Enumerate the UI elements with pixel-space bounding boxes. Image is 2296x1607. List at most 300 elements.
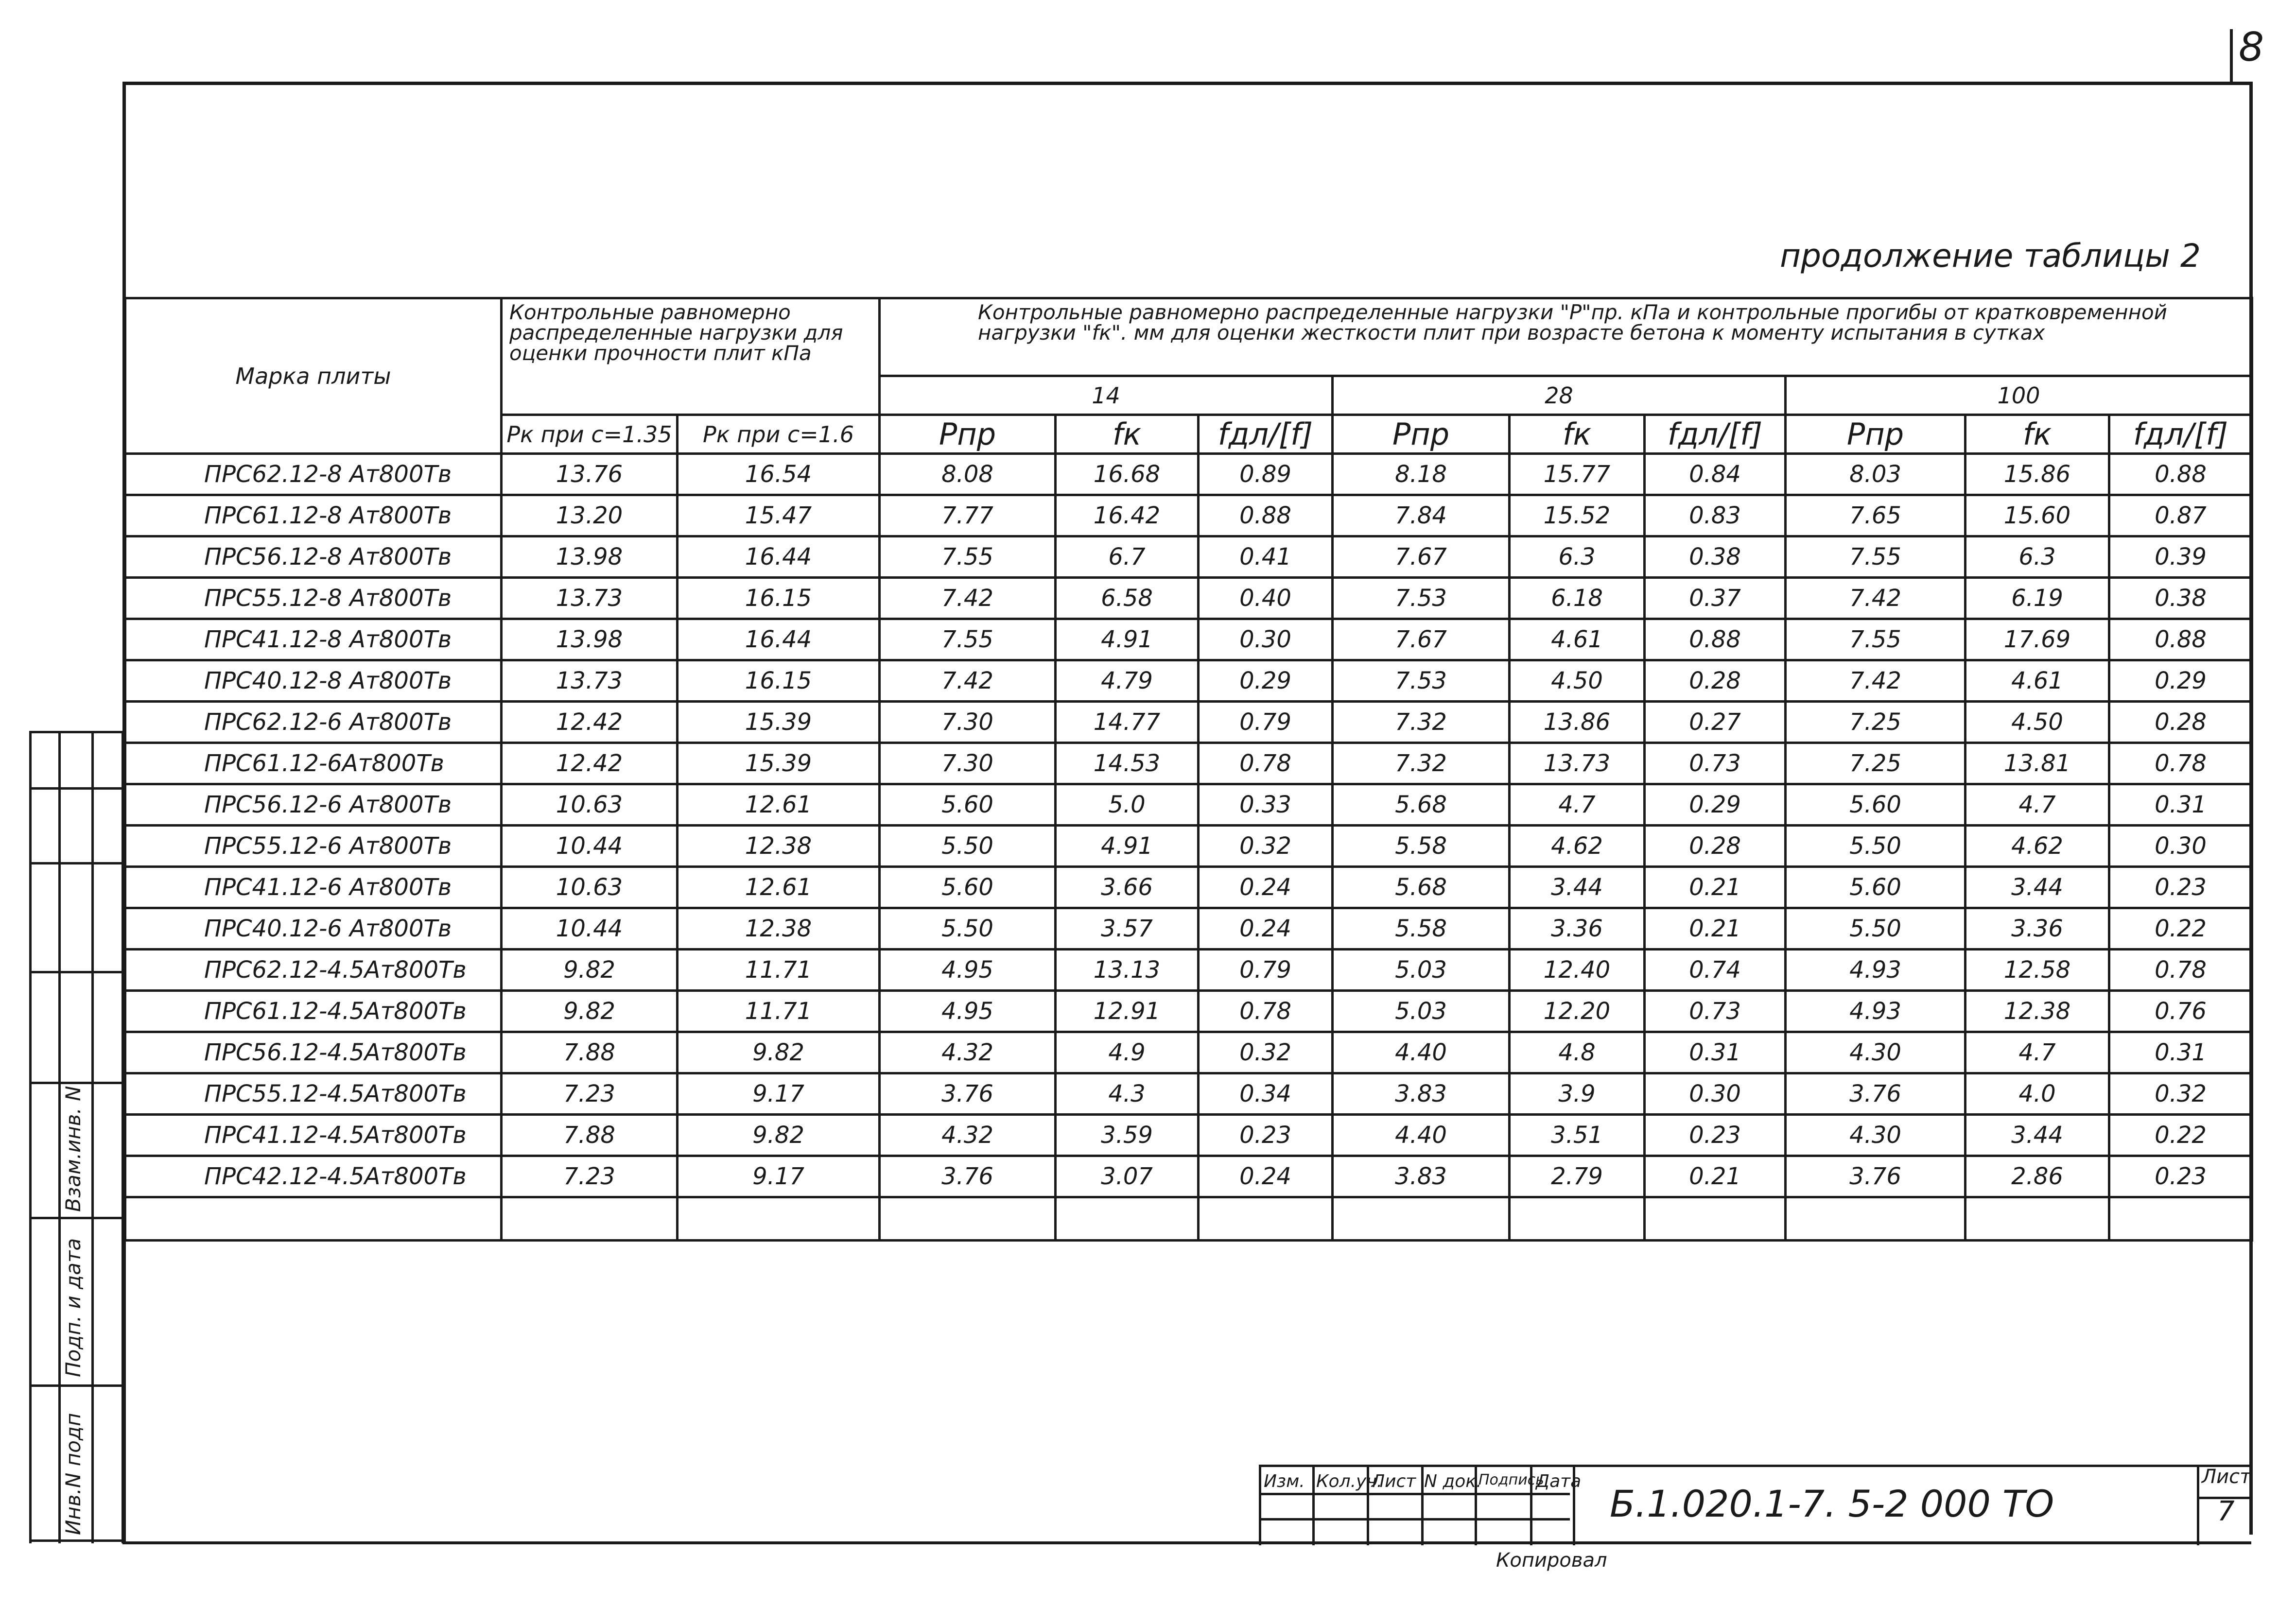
cell-value: 16.68	[1056, 454, 1199, 495]
header-strength: Контрольные равномерно распределенные нагрузки для оценки прочности плит кПа	[502, 298, 880, 415]
header-ppr-28: Рпр	[1333, 415, 1510, 454]
cell-value: 6.3	[1510, 536, 1645, 578]
cell-mark: ПРС56.12-4.5Ат800Тв	[125, 1032, 502, 1073]
header-mark: Марка плиты	[125, 298, 502, 454]
side-stamp-hline	[29, 1082, 123, 1084]
cell-empty	[1333, 1197, 1510, 1241]
cell-value: 5.0	[1056, 784, 1199, 826]
cell-value: 5.60	[880, 867, 1056, 908]
title-block-hline	[1259, 1493, 1570, 1495]
side-label-sign-date: Подп. и дата	[61, 1238, 85, 1377]
table-caption: продолжение таблицы 2	[1780, 237, 2201, 275]
header-ppr-100: Рпр	[1786, 415, 1966, 454]
cell-value: 7.42	[1786, 578, 1966, 619]
cell-value: 4.62	[1966, 826, 2109, 867]
cell-value: 4.8	[1510, 1032, 1645, 1073]
cell-value: 13.98	[502, 619, 678, 660]
cell-value: 2.79	[1510, 1156, 1645, 1197]
cell-value: 0.23	[1645, 1115, 1786, 1156]
table-row	[125, 660, 2252, 702]
cell-value: 9.82	[502, 991, 678, 1032]
side-stamp-hline	[29, 862, 123, 864]
cell-value: 0.29	[1645, 784, 1786, 826]
cell-value: 4.7	[1966, 1032, 2109, 1073]
cell-value: 5.50	[880, 908, 1056, 950]
cell-value: 4.0	[1966, 1073, 2109, 1115]
cell-value: 13.86	[1510, 702, 1645, 743]
cell-value: 7.55	[1786, 619, 1966, 660]
header-fk-14: fк	[1056, 415, 1199, 454]
cell-value: 12.91	[1056, 991, 1199, 1032]
cell-mark: ПРС61.12-4.5Ат800Тв	[125, 991, 502, 1032]
cell-value: 4.40	[1333, 1115, 1510, 1156]
cell-value: 3.59	[1056, 1115, 1199, 1156]
cell-value: 0.23	[2109, 867, 2252, 908]
cell-value: 0.23	[1199, 1115, 1333, 1156]
data-table-wrapper	[124, 297, 2251, 1242]
header-stiffness: Контрольные равномерно распределенные нагрузки "Р"пр. кПа и контрольные прогибы от кратковременной нагрузки "fк". мм для оценки жесткости плит при возрасте бетона к моменту испытания в сутках	[880, 298, 2252, 376]
cell-value: 7.55	[1786, 536, 1966, 578]
cell-value: 0.21	[1645, 867, 1786, 908]
cell-value: 5.03	[1333, 991, 1510, 1032]
cell-value: 9.82	[502, 950, 678, 991]
cell-value: 15.77	[1510, 454, 1645, 495]
table-row	[125, 578, 2252, 619]
cell-value: 7.23	[502, 1156, 678, 1197]
copied-by-label: Копировал	[1496, 1549, 1607, 1572]
cell-value: 0.24	[1199, 867, 1333, 908]
cell-value: 12.42	[502, 702, 678, 743]
stamp-col-date: Дата	[1536, 1471, 1582, 1491]
cell-empty	[880, 1197, 1056, 1241]
cell-value: 4.93	[1786, 991, 1966, 1032]
cell-value: 0.78	[2109, 950, 2252, 991]
cell-value: 0.78	[1199, 991, 1333, 1032]
cell-value: 4.3	[1056, 1073, 1199, 1115]
cell-value: 7.25	[1786, 743, 1966, 784]
cell-value: 5.60	[1786, 867, 1966, 908]
cell-value: 7.30	[880, 743, 1056, 784]
cell-mark: ПРС61.12-6Ат800Тв	[125, 743, 502, 784]
cell-value: 3.83	[1333, 1156, 1510, 1197]
cell-mark: ПРС62.12-6 Ат800Тв	[125, 702, 502, 743]
cell-value: 3.36	[1510, 908, 1645, 950]
cell-value: 12.38	[678, 908, 880, 950]
cell-value: 0.88	[2109, 619, 2252, 660]
cell-mark: ПРС41.12-4.5Ат800Тв	[125, 1115, 502, 1156]
cell-value: 2.86	[1966, 1156, 2109, 1197]
document-code: Б.1.020.1-7. 5-2 000 ТО	[1610, 1482, 2054, 1525]
table-row	[125, 619, 2252, 660]
header-pk-16: Рк при с=1.6	[678, 415, 880, 454]
title-block-line	[1421, 1465, 1424, 1545]
cell-value: 7.30	[880, 702, 1056, 743]
cell-empty	[1056, 1197, 1199, 1241]
cell-value: 4.30	[1786, 1032, 1966, 1073]
frame-corner-tick	[2230, 29, 2233, 84]
side-stamp-line	[29, 731, 32, 1543]
cell-value: 6.19	[1966, 578, 2109, 619]
cell-mark: ПРС41.12-6 Ат800Тв	[125, 867, 502, 908]
cell-value: 4.95	[880, 991, 1056, 1032]
cell-mark: ПРС56.12-6 Ат800Тв	[125, 784, 502, 826]
cell-value: 0.29	[2109, 660, 2252, 702]
cell-value: 4.50	[1966, 702, 2109, 743]
cell-value: 0.38	[2109, 578, 2252, 619]
cell-value: 10.63	[502, 867, 678, 908]
table-row	[125, 1156, 2252, 1197]
cell-value: 8.08	[880, 454, 1056, 495]
cell-value: 0.39	[2109, 536, 2252, 578]
side-stamp-hline	[29, 787, 123, 790]
cell-value: 0.27	[1645, 702, 1786, 743]
stamp-col-kolvo: Кол.уч.	[1316, 1471, 1383, 1491]
cell-value: 0.23	[2109, 1156, 2252, 1197]
cell-value: 0.30	[2109, 826, 2252, 867]
cell-value: 14.77	[1056, 702, 1199, 743]
cell-mark: ПРС42.12-4.5Ат800Тв	[125, 1156, 502, 1197]
cell-value: 7.32	[1333, 743, 1510, 784]
cell-value: 7.67	[1333, 619, 1510, 660]
side-stamp-hline	[29, 1539, 123, 1542]
cell-value: 0.73	[1645, 991, 1786, 1032]
table-row	[125, 1115, 2252, 1156]
cell-value: 12.38	[678, 826, 880, 867]
cell-value: 3.66	[1056, 867, 1199, 908]
cell-value: 4.91	[1056, 826, 1199, 867]
sheet-number: 7	[2217, 1496, 2235, 1527]
cell-value: 0.88	[1199, 495, 1333, 536]
cell-empty	[1645, 1197, 1786, 1241]
table-row	[125, 454, 2252, 495]
cell-value: 7.32	[1333, 702, 1510, 743]
cell-mark: ПРС62.12-8 Ат800Тв	[125, 454, 502, 495]
cell-value: 13.13	[1056, 950, 1199, 991]
cell-value: 5.58	[1333, 908, 1510, 950]
cell-value: 4.9	[1056, 1032, 1199, 1073]
header-fk-28: fк	[1510, 415, 1645, 454]
cell-value: 15.39	[678, 702, 880, 743]
cell-value: 7.42	[1786, 660, 1966, 702]
header-fdl-14: fдл/[f]	[1199, 415, 1333, 454]
cell-value: 4.61	[1966, 660, 2109, 702]
cell-value: 11.71	[678, 950, 880, 991]
cell-value: 8.03	[1786, 454, 1966, 495]
cell-value: 3.76	[1786, 1073, 1966, 1115]
cell-value: 0.28	[1645, 826, 1786, 867]
frame-bottom	[122, 1541, 2251, 1544]
cell-value: 10.44	[502, 908, 678, 950]
cell-value: 7.42	[880, 660, 1056, 702]
cell-empty	[2109, 1197, 2252, 1241]
stamp-col-sign: Подпись	[1478, 1471, 1544, 1488]
table-row	[125, 991, 2252, 1032]
cell-value: 16.42	[1056, 495, 1199, 536]
cell-value: 0.74	[1645, 950, 1786, 991]
cell-value: 4.32	[880, 1115, 1056, 1156]
cell-empty	[502, 1197, 678, 1241]
cell-empty	[1510, 1197, 1645, 1241]
cell-value: 4.93	[1786, 950, 1966, 991]
cell-value: 7.25	[1786, 702, 1966, 743]
cell-value: 12.38	[1966, 991, 2109, 1032]
cell-mark: ПРС55.12-8 Ат800Тв	[125, 578, 502, 619]
cell-value: 0.78	[1199, 743, 1333, 784]
data-table	[124, 297, 2253, 1242]
title-block-line	[2197, 1465, 2199, 1545]
cell-value: 5.68	[1333, 867, 1510, 908]
cell-value: 13.73	[502, 578, 678, 619]
table-row	[125, 1073, 2252, 1115]
title-block-hline	[1259, 1465, 2252, 1467]
cell-value: 7.88	[502, 1032, 678, 1073]
cell-value: 5.58	[1333, 826, 1510, 867]
table-row	[125, 1032, 2252, 1073]
cell-value: 4.95	[880, 950, 1056, 991]
cell-value: 4.79	[1056, 660, 1199, 702]
cell-value: 0.28	[1645, 660, 1786, 702]
cell-value: 7.77	[880, 495, 1056, 536]
cell-empty	[1786, 1197, 1966, 1241]
cell-empty	[1966, 1197, 2109, 1241]
cell-value: 0.31	[2109, 784, 2252, 826]
cell-value: 5.60	[1786, 784, 1966, 826]
cell-value: 0.30	[1199, 619, 1333, 660]
cell-value: 0.84	[1645, 454, 1786, 495]
cell-value: 3.9	[1510, 1073, 1645, 1115]
cell-value: 3.76	[880, 1073, 1056, 1115]
cell-value: 0.32	[1199, 826, 1333, 867]
cell-value: 0.88	[2109, 454, 2252, 495]
cell-value: 13.98	[502, 536, 678, 578]
table-row	[125, 495, 2252, 536]
cell-value: 0.88	[1645, 619, 1786, 660]
cell-value: 12.40	[1510, 950, 1645, 991]
cell-value: 12.58	[1966, 950, 2109, 991]
cell-value: 10.44	[502, 826, 678, 867]
cell-empty	[125, 1197, 502, 1241]
cell-value: 5.03	[1333, 950, 1510, 991]
side-stamp	[29, 731, 123, 1543]
cell-value: 0.40	[1199, 578, 1333, 619]
cell-value: 13.73	[502, 660, 678, 702]
cell-value: 3.57	[1056, 908, 1199, 950]
cell-value: 0.33	[1199, 784, 1333, 826]
cell-value: 13.20	[502, 495, 678, 536]
cell-value: 8.18	[1333, 454, 1510, 495]
table-row	[125, 950, 2252, 991]
table-row	[125, 743, 2252, 784]
table-row	[125, 536, 2252, 578]
table-row	[125, 784, 2252, 826]
cell-value: 0.21	[1645, 908, 1786, 950]
cell-value: 4.91	[1056, 619, 1199, 660]
cell-value: 0.34	[1199, 1073, 1333, 1115]
cell-value: 12.61	[678, 867, 880, 908]
cell-value: 9.82	[678, 1115, 880, 1156]
cell-value: 15.47	[678, 495, 880, 536]
cell-value: 0.79	[1199, 950, 1333, 991]
title-block-line	[1312, 1465, 1315, 1545]
side-stamp-hline	[29, 971, 123, 973]
table-row	[125, 826, 2252, 867]
cell-value: 14.53	[1056, 743, 1199, 784]
cell-value: 15.52	[1510, 495, 1645, 536]
cell-value: 0.38	[1645, 536, 1786, 578]
cell-value: 12.42	[502, 743, 678, 784]
cell-value: 6.7	[1056, 536, 1199, 578]
header-fdl-28: fдл/[f]	[1645, 415, 1786, 454]
cell-value: 5.60	[880, 784, 1056, 826]
cell-value: 4.40	[1333, 1032, 1510, 1073]
cell-value: 3.76	[1786, 1156, 1966, 1197]
cell-value: 0.22	[2109, 908, 2252, 950]
cell-value: 13.76	[502, 454, 678, 495]
cell-value: 16.54	[678, 454, 880, 495]
cell-value: 7.67	[1333, 536, 1510, 578]
cell-value: 0.73	[1645, 743, 1786, 784]
cell-mark: ПРС55.12-6 Ат800Тв	[125, 826, 502, 867]
cell-value: 5.50	[880, 826, 1056, 867]
cell-value: 16.15	[678, 578, 880, 619]
header-fk-100: fк	[1966, 415, 2109, 454]
cell-value: 13.81	[1966, 743, 2109, 784]
side-stamp-hline	[29, 1384, 123, 1387]
cell-value: 16.15	[678, 660, 880, 702]
cell-value: 0.29	[1199, 660, 1333, 702]
cell-mark: ПРС40.12-8 Ат800Тв	[125, 660, 502, 702]
cell-mark: ПРС61.12-8 Ат800Тв	[125, 495, 502, 536]
cell-value: 0.41	[1199, 536, 1333, 578]
cell-value: 0.89	[1199, 454, 1333, 495]
side-stamp-hline	[29, 1217, 123, 1219]
cell-value: 0.76	[2109, 991, 2252, 1032]
cell-mark: ПРС40.12-6 Ат800Тв	[125, 908, 502, 950]
cell-value: 0.83	[1645, 495, 1786, 536]
cell-mark: ПРС56.12-8 Ат800Тв	[125, 536, 502, 578]
cell-value: 4.61	[1510, 619, 1645, 660]
cell-value: 3.51	[1510, 1115, 1645, 1156]
table-row	[125, 702, 2252, 743]
page-number: 8	[2239, 24, 2264, 70]
cell-value: 12.61	[678, 784, 880, 826]
cell-value: 7.53	[1333, 660, 1510, 702]
side-label-replace-inv: Взам.инв. N	[61, 1086, 85, 1212]
stamp-col-izm: Изм.	[1264, 1471, 1305, 1491]
stamp-col-ndoc: N док.	[1424, 1471, 1482, 1491]
header-age-28: 28	[1333, 376, 1786, 415]
cell-value: 7.55	[880, 619, 1056, 660]
header-pk-135: Рк при с=1.35	[502, 415, 678, 454]
cell-value: 15.86	[1966, 454, 2109, 495]
cell-value: 0.24	[1199, 908, 1333, 950]
cell-value: 5.68	[1333, 784, 1510, 826]
cell-value: 0.37	[1645, 578, 1786, 619]
cell-value: 11.71	[678, 991, 880, 1032]
cell-value: 0.78	[2109, 743, 2252, 784]
cell-value: 7.55	[880, 536, 1056, 578]
title-block-line	[1259, 1465, 1261, 1545]
cell-value: 4.30	[1786, 1115, 1966, 1156]
cell-value: 15.60	[1966, 495, 2109, 536]
cell-value: 7.42	[880, 578, 1056, 619]
cell-value: 0.30	[1645, 1073, 1786, 1115]
cell-value: 3.44	[1966, 867, 2109, 908]
table-row	[125, 908, 2252, 950]
cell-value: 15.39	[678, 743, 880, 784]
cell-value: 5.50	[1786, 826, 1966, 867]
cell-value: 4.62	[1510, 826, 1645, 867]
cell-value: 0.31	[1645, 1032, 1786, 1073]
cell-mark: ПРС62.12-4.5Ат800Тв	[125, 950, 502, 991]
side-label-inv-no: Инв.N подп	[61, 1413, 85, 1535]
cell-value: 16.44	[678, 536, 880, 578]
cell-value: 3.83	[1333, 1073, 1510, 1115]
cell-value: 4.50	[1510, 660, 1645, 702]
cell-value: 7.88	[502, 1115, 678, 1156]
cell-empty	[678, 1197, 880, 1241]
cell-value: 6.18	[1510, 578, 1645, 619]
cell-value: 0.87	[2109, 495, 2252, 536]
title-block-hline	[1259, 1518, 1570, 1521]
cell-value: 3.07	[1056, 1156, 1199, 1197]
cell-value: 9.17	[678, 1073, 880, 1115]
cell-value: 0.22	[2109, 1115, 2252, 1156]
cell-value: 7.53	[1333, 578, 1510, 619]
cell-value: 7.65	[1786, 495, 1966, 536]
cell-value: 3.36	[1966, 908, 2109, 950]
side-stamp-line	[58, 731, 61, 1543]
cell-value: 12.20	[1510, 991, 1645, 1032]
header-age-100: 100	[1786, 376, 2252, 415]
cell-mark: ПРС55.12-4.5Ат800Тв	[125, 1073, 502, 1115]
cell-value: 3.44	[1966, 1115, 2109, 1156]
cell-value: 0.21	[1645, 1156, 1786, 1197]
header-fdl-100: fдл/[f]	[2109, 415, 2252, 454]
cell-value: 3.44	[1510, 867, 1645, 908]
cell-empty	[1199, 1197, 1333, 1241]
cell-value: 0.31	[2109, 1032, 2252, 1073]
cell-value: 7.84	[1333, 495, 1510, 536]
cell-value: 17.69	[1966, 619, 2109, 660]
cell-value: 10.63	[502, 784, 678, 826]
stamp-col-list: Лист	[1372, 1471, 1416, 1491]
cell-value: 7.23	[502, 1073, 678, 1115]
cell-value: 3.76	[880, 1156, 1056, 1197]
cell-value: 0.24	[1199, 1156, 1333, 1197]
side-stamp-hline	[29, 731, 123, 733]
side-stamp-line	[91, 731, 94, 1543]
sheet-label: Лист	[2202, 1466, 2251, 1488]
cell-value: 4.32	[880, 1032, 1056, 1073]
side-stamp-line	[122, 731, 124, 1543]
cell-value: 5.50	[1786, 908, 1966, 950]
cell-value: 9.17	[678, 1156, 880, 1197]
cell-value: 0.32	[2109, 1073, 2252, 1115]
cell-value: 6.58	[1056, 578, 1199, 619]
cell-value: 9.82	[678, 1032, 880, 1073]
cell-value: 0.32	[1199, 1032, 1333, 1073]
cell-mark: ПРС41.12-8 Ат800Тв	[125, 619, 502, 660]
table-row-empty	[125, 1197, 2252, 1241]
cell-value: 4.7	[1966, 784, 2109, 826]
cell-value: 0.79	[1199, 702, 1333, 743]
cell-value: 6.3	[1966, 536, 2109, 578]
cell-value: 16.44	[678, 619, 880, 660]
cell-value: 13.73	[1510, 743, 1645, 784]
table-row	[125, 867, 2252, 908]
header-age-14: 14	[880, 376, 1333, 415]
